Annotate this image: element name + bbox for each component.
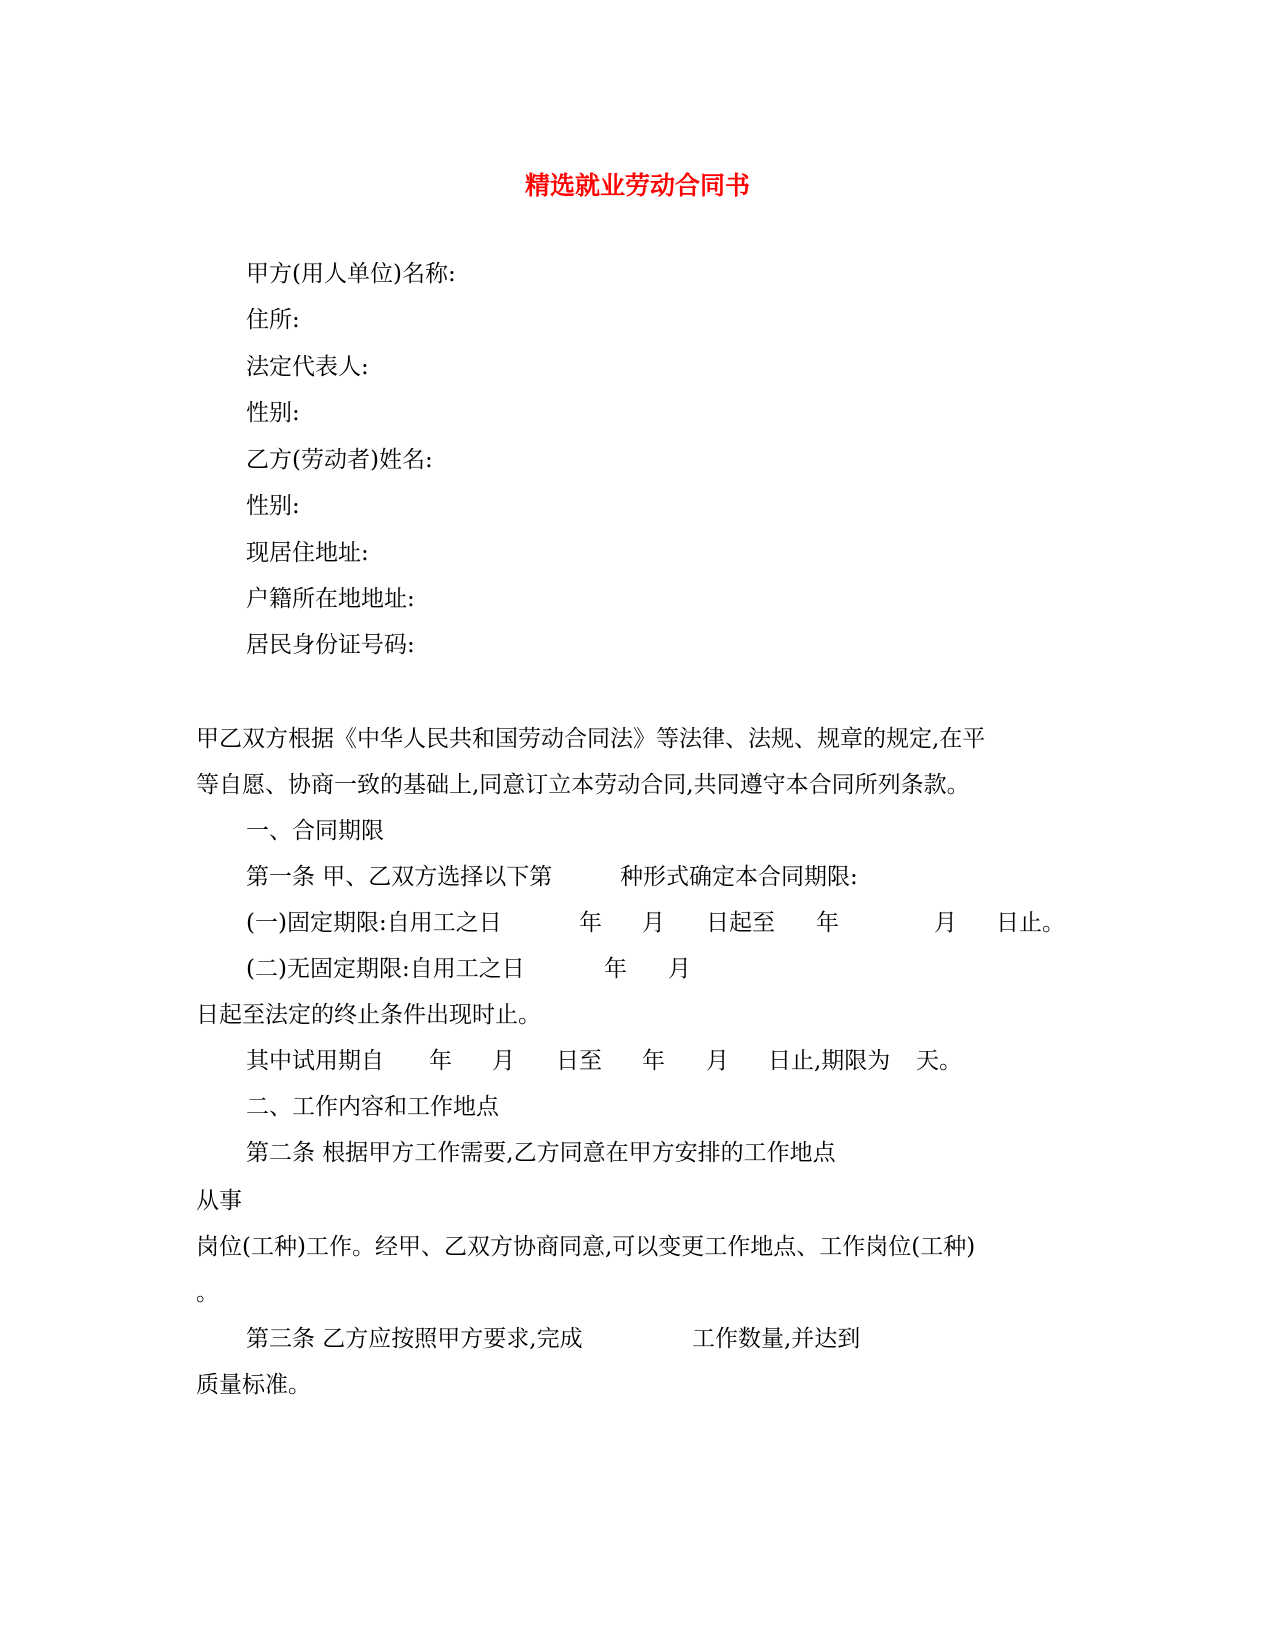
open-term-month: 月 (668, 956, 691, 982)
fixed-term-clause (246, 906, 1066, 940)
open-term-year: 年 (604, 956, 627, 982)
party-b-gender-label: 性别: (246, 493, 300, 519)
probation-month-2: 月 (706, 1048, 729, 1074)
section-heading-term: 一、合同期限 (246, 818, 384, 844)
article-2-line-2: 从事 (196, 1188, 242, 1214)
fixed-term-year-2: 年 (816, 910, 839, 936)
article-3-line-2: 质量标准。 (196, 1372, 311, 1398)
open-term-text-a: (二)无固定期限:自用工之日 (246, 956, 525, 982)
fixed-term-text-a: (一)固定期限:自用工之日 (246, 910, 502, 936)
party-a-address-label: 住所: (246, 307, 300, 333)
fixed-term-month-2: 月 (934, 910, 957, 936)
fixed-term-year-1: 年 (579, 910, 602, 936)
probation-year-2: 年 (642, 1048, 665, 1074)
section-heading-work: 二、工作内容和工作地点 (246, 1094, 499, 1120)
fixed-term-month-1: 月 (642, 910, 665, 936)
probation-text-g: 日止,期限为 (768, 1048, 891, 1074)
probation-month-1: 月 (492, 1048, 515, 1074)
preamble-line-2: 等自愿、协商一致的基础上,同意订立本劳动合同,共同遵守本合同所列条款。 (196, 772, 970, 798)
document-title: 精选就业劳动合同书 (524, 171, 750, 200)
article-3-text-b: 工作数量,并达到 (692, 1326, 861, 1352)
probation-text-a: 其中试用期自 (246, 1048, 384, 1074)
probation-year-1: 年 (429, 1048, 452, 1074)
preamble-line-1: 甲乙双方根据《中华人民共和国劳动合同法》等法律、法规、规章的规定,在平 (196, 726, 986, 752)
article-3 (246, 1322, 946, 1356)
household-address-label: 户籍所在地地址: (246, 586, 415, 612)
article-2-line-3: 岗位(工种)工作。经甲、乙双方协商同意,可以变更工作地点、工作岗位(工种) (196, 1234, 976, 1260)
current-address-label: 现居住地址: (246, 540, 369, 566)
article-2-line-1: 第二条 根据甲方工作需要,乙方同意在甲方安排的工作地点 (246, 1140, 836, 1166)
open-term-continuation: 日起至法定的终止条件出现时止。 (196, 1002, 541, 1028)
article-1-text-a: 第一条 甲、乙双方选择以下第 (246, 864, 553, 890)
article-1-text-b: 种形式确定本合同期限: (620, 864, 858, 890)
article-2-line-4: 。 (196, 1280, 219, 1306)
legal-representative-label: 法定代表人: (246, 354, 369, 380)
party-a-name-label: 甲方(用人单位)名称: (246, 261, 456, 287)
open-term-clause (246, 952, 946, 986)
representative-gender-label: 性别: (246, 400, 300, 426)
probation-clause (246, 1044, 1006, 1078)
fixed-term-text-g: 日止。 (996, 910, 1065, 936)
article-1 (246, 860, 946, 894)
probation-text-h: 天。 (916, 1048, 962, 1074)
id-number-label: 居民身份证号码: (246, 632, 415, 658)
probation-text-d: 日至 (556, 1048, 602, 1074)
article-3-text-a: 第三条 乙方应按照甲方要求,完成 (246, 1326, 583, 1352)
party-b-name-label: 乙方(劳动者)姓名: (246, 447, 433, 473)
fixed-term-text-d: 日起至 (706, 910, 775, 936)
